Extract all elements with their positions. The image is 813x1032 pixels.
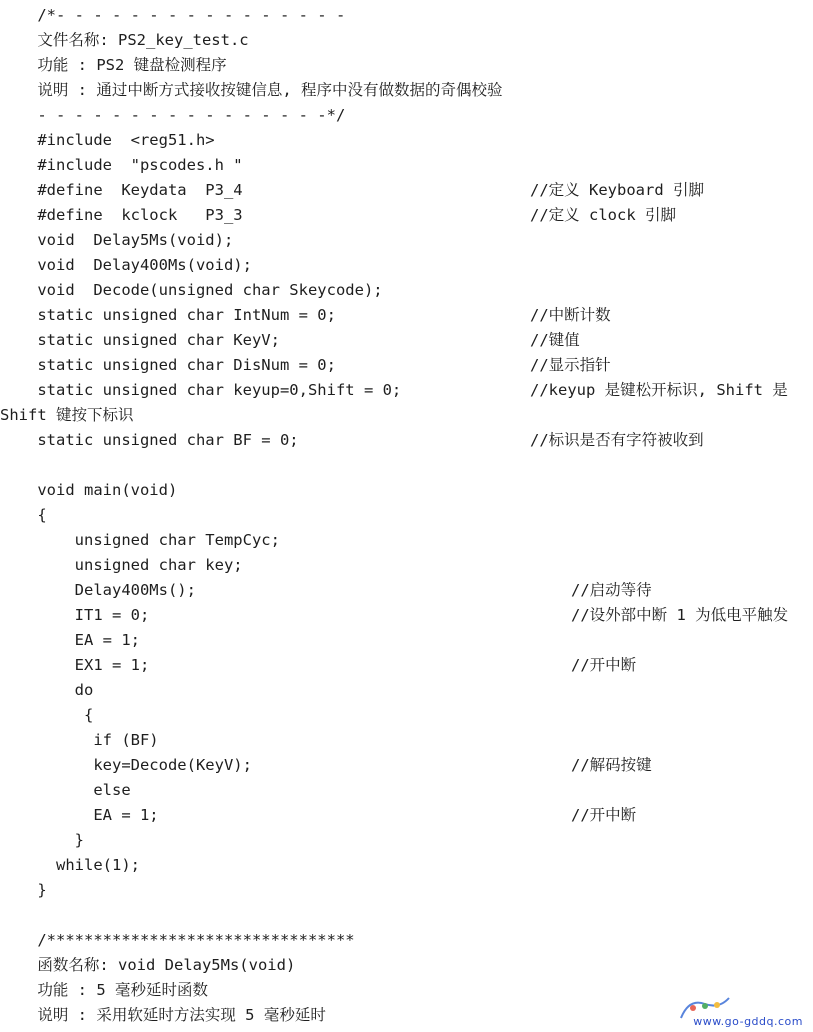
code-comment: //显示指针 (530, 356, 611, 374)
code-text: do (0, 681, 94, 699)
code-text: static unsigned char IntNum = 0; (0, 306, 336, 324)
code-comment: //keyup 是键松开标识, Shift 是 (530, 381, 788, 399)
code-line (0, 478, 177, 503)
code-line (0, 378, 813, 403)
code-text: { (0, 506, 47, 524)
code-line (0, 428, 813, 453)
code-line (0, 253, 252, 278)
code-text: void main(void) (0, 481, 178, 499)
code-line (0, 403, 134, 428)
code-comment: //设外部中断 1 为低电平触发 (571, 606, 789, 624)
code-line (0, 353, 813, 378)
code-text: static unsigned char keyup=0,Shift = 0; (0, 381, 402, 399)
code-text: if (BF) (0, 731, 159, 749)
code-line (0, 703, 93, 728)
code-text: #include "pscodes.h " (0, 156, 243, 174)
code-text: EA = 1; (0, 631, 140, 649)
code-text: #include <reg51.h> (0, 131, 215, 149)
code-text: EX1 = 1; (0, 656, 150, 674)
code-comment: //定义 Keyboard 引脚 (530, 181, 704, 199)
code-line (0, 578, 813, 603)
code-line (0, 303, 813, 328)
code-line (0, 678, 93, 703)
code-line (0, 203, 813, 228)
code-comment: //解码按键 (571, 756, 652, 774)
code-line (0, 653, 813, 678)
code-line (0, 3, 345, 28)
code-line (0, 53, 227, 78)
code-text: 说明 : 采用软延时方法实现 5 毫秒延时 (0, 1006, 326, 1024)
code-line (0, 778, 131, 803)
code-line (0, 628, 140, 653)
code-text: - - - - - - - - - - - - - - - -*/ (0, 106, 346, 124)
code-text: unsigned char key; (0, 556, 243, 574)
code-line (0, 803, 813, 828)
code-text: while(1); (0, 856, 140, 874)
code-line (0, 103, 345, 128)
code-text: 说明 : 通过中断方式接收按键信息, 程序中没有做数据的奇偶校验 (0, 81, 503, 99)
code-text: #define kclock P3_3 (0, 206, 243, 224)
code-text: { (0, 706, 94, 724)
code-comment: //中断计数 (530, 306, 611, 324)
code-text: static unsigned char DisNum = 0; (0, 356, 336, 374)
code-text: /********************************* (0, 931, 355, 949)
code-text: 功能 : 5 毫秒延时函数 (0, 981, 208, 999)
code-line (0, 178, 813, 203)
watermark-text: www.go-gddq.com (693, 1015, 803, 1028)
code-line (0, 128, 215, 153)
code-line (0, 753, 813, 778)
code-text: else (0, 781, 131, 799)
code-text: #define Keydata P3_4 (0, 181, 243, 199)
code-line (0, 853, 140, 878)
code-line (0, 503, 47, 528)
code-text: Delay400Ms(); (0, 581, 196, 599)
watermark (675, 994, 803, 1028)
code-line (0, 953, 295, 978)
code-line (0, 153, 243, 178)
code-line (0, 878, 47, 903)
code-text: /*- - - - - - - - - - - - - - - - (0, 6, 346, 24)
code-line (0, 328, 813, 353)
code-line (0, 928, 355, 953)
code-line (0, 978, 208, 1003)
code-text: static unsigned char BF = 0; (0, 431, 299, 449)
code-line (0, 278, 383, 303)
code-comment: //启动等待 (571, 581, 652, 599)
code-text: } (0, 831, 84, 849)
code-text: key=Decode(KeyV); (0, 756, 252, 774)
code-text: void Delay5Ms(void); (0, 231, 234, 249)
code-text: EA = 1; (0, 806, 159, 824)
code-line (0, 28, 249, 53)
code-text: IT1 = 0; (0, 606, 150, 624)
code-line (0, 1003, 326, 1028)
code-text: 函数名称: void Delay5Ms(void) (0, 956, 296, 974)
code-comment: //开中断 (571, 656, 637, 674)
code-text: 文件名称: PS2_key_test.c (0, 31, 249, 49)
code-line (0, 728, 159, 753)
code-text: Shift 键按下标识 (0, 406, 134, 424)
code-comment: //标识是否有字符被收到 (530, 431, 704, 449)
code-text: unsigned char TempCyc; (0, 531, 280, 549)
code-line (0, 228, 233, 253)
code-line (0, 828, 84, 853)
code-text: void Decode(unsigned char Skeycode); (0, 281, 383, 299)
code-line (0, 78, 503, 103)
code-text: void Delay400Ms(void); (0, 256, 252, 274)
code-text: } (0, 881, 47, 899)
code-comment: //键值 (530, 331, 580, 349)
code-comment: //开中断 (571, 806, 637, 824)
code-line (0, 603, 813, 628)
code-line (0, 553, 243, 578)
code-text: static unsigned char KeyV; (0, 331, 280, 349)
code-comment: //定义 clock 引脚 (530, 206, 676, 224)
code-line (0, 528, 280, 553)
code-text: 功能 : PS2 键盘检测程序 (0, 56, 227, 74)
